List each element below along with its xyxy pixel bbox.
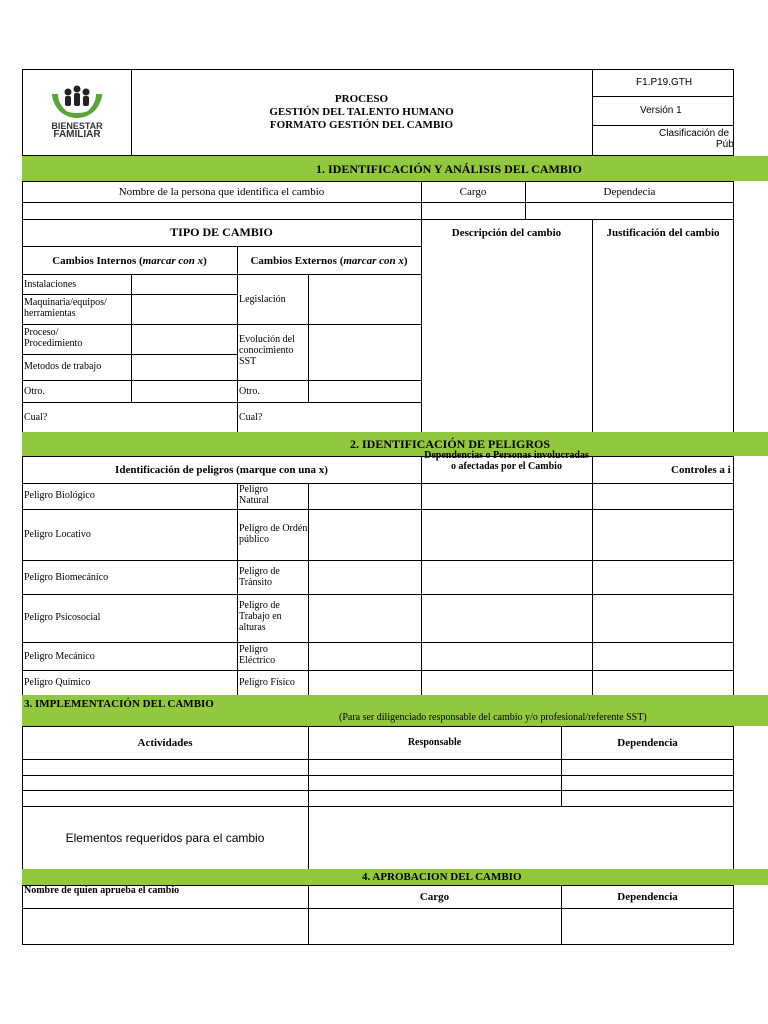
logo-text-line2: FAMILIAR (53, 129, 101, 140)
section4-title: 4. APROBACION DEL CAMBIO (362, 871, 522, 883)
elementos-requeridos-label: Elementos requeridos para el cambio (65, 831, 265, 845)
section2-title: 2. IDENTIFICACIÓN DE PELIGROS (350, 437, 551, 451)
internal-item-maquinaria: Maquinaria/equipos/ herramientas (24, 297, 107, 319)
internal-item-instalaciones: Instalaciones (24, 279, 77, 290)
logo-text-line1: BIENESTAR (51, 121, 103, 131)
col-controles: Controles a i (671, 464, 731, 476)
internal-item-proceso: Proceso/ Procedimiento (24, 327, 83, 349)
section1-title: 1. IDENTIFICACIÓN Y ANÁLISIS DEL CAMBIO (316, 162, 582, 176)
col-nombre-aprueba: Nombre de quien aprueba el cambio (24, 885, 180, 896)
hazard-electrico: Peligro Eléctrico (239, 644, 276, 666)
hazard-biologico: Peligro Biológico (24, 490, 95, 501)
col-actividades: Actividades (137, 737, 193, 749)
section3-subtitle: (Para ser diligenciado responsable del cambio y/o profesional/referente SST) (339, 712, 647, 723)
family-icon (44, 84, 110, 120)
descripcion-heading: Descripción del cambio (451, 227, 562, 239)
classification-cont: Púb (716, 139, 734, 150)
hazard-quimico: Peligro Químico (24, 677, 91, 688)
col-identificacion-peligros: Identificación de peligros (marque con una x) (115, 464, 328, 476)
justificacion-heading: Justificación del cambio (606, 227, 720, 239)
external-item-legislacion: Legislación (239, 294, 286, 305)
internal-item-metodos: Metodos de trabajo (24, 361, 102, 372)
header-line2: GESTIÓN DEL TALENTO HUMANO (269, 106, 454, 118)
header-line1: PROCESO (334, 93, 389, 105)
classification-label: Clasificación de (659, 128, 730, 139)
hazard-fisico: Peligro Físico (239, 677, 295, 688)
hazard-natural: Peligro Natural (239, 484, 269, 506)
external-item-cual: Cual? (239, 412, 263, 423)
hazard-transito: Peligro de Tránsito (239, 566, 280, 588)
external-item-otro: Otro. (239, 386, 260, 397)
internal-item-cual: Cual? (24, 412, 48, 423)
tipo-cambio-heading: TIPO DE CAMBIO (170, 225, 273, 239)
section3-title: 3. IMPLEMENTACIÓN DEL CAMBIO (24, 698, 214, 710)
section2-table (22, 456, 734, 695)
bienestar-logo (44, 84, 110, 144)
internal-item-otro: Otro. (24, 386, 45, 397)
col-cargo-4: Cargo (419, 891, 450, 903)
col-dependencias-afectadas: Dependencias o Personas involucradas o afectadas por el Cambio (424, 450, 589, 472)
external-item-evolucion: Evolución del conocimiento SST (239, 334, 295, 367)
col-nombre-persona: Nombre de la persona que identifica el cambio (118, 186, 325, 198)
hazard-biomecanico: Peligro Biomecánico (24, 572, 109, 583)
col-dependencia-4: Dependencia (617, 891, 678, 903)
document-version: Versión 1 (640, 105, 682, 116)
hazard-orden-publico: Peligro de Ordén público (239, 523, 308, 545)
hazard-psicosocial: Peligro Psicosocial (24, 612, 101, 623)
col-cargo: Cargo (459, 186, 487, 198)
col-dependencia-3: Dependencia (617, 737, 678, 749)
col-dependencia: Dependecia (603, 186, 656, 198)
document-code: F1.P19.GTH (636, 77, 693, 88)
internos-heading: Cambios Internos (marcar con x) (52, 255, 207, 267)
externos-heading: Cambios Externos (marcar con x) (250, 255, 408, 267)
hazard-alturas: Peligro de Trabajo en alturas (239, 600, 282, 633)
hazard-mecanico: Peligro Mecánico (24, 651, 95, 662)
hazard-locativo: Peligro Locativo (24, 529, 91, 540)
col-responsable: Responsable (407, 737, 462, 748)
header-line3: FORMATO GESTIÓN DEL CAMBIO (269, 119, 454, 131)
